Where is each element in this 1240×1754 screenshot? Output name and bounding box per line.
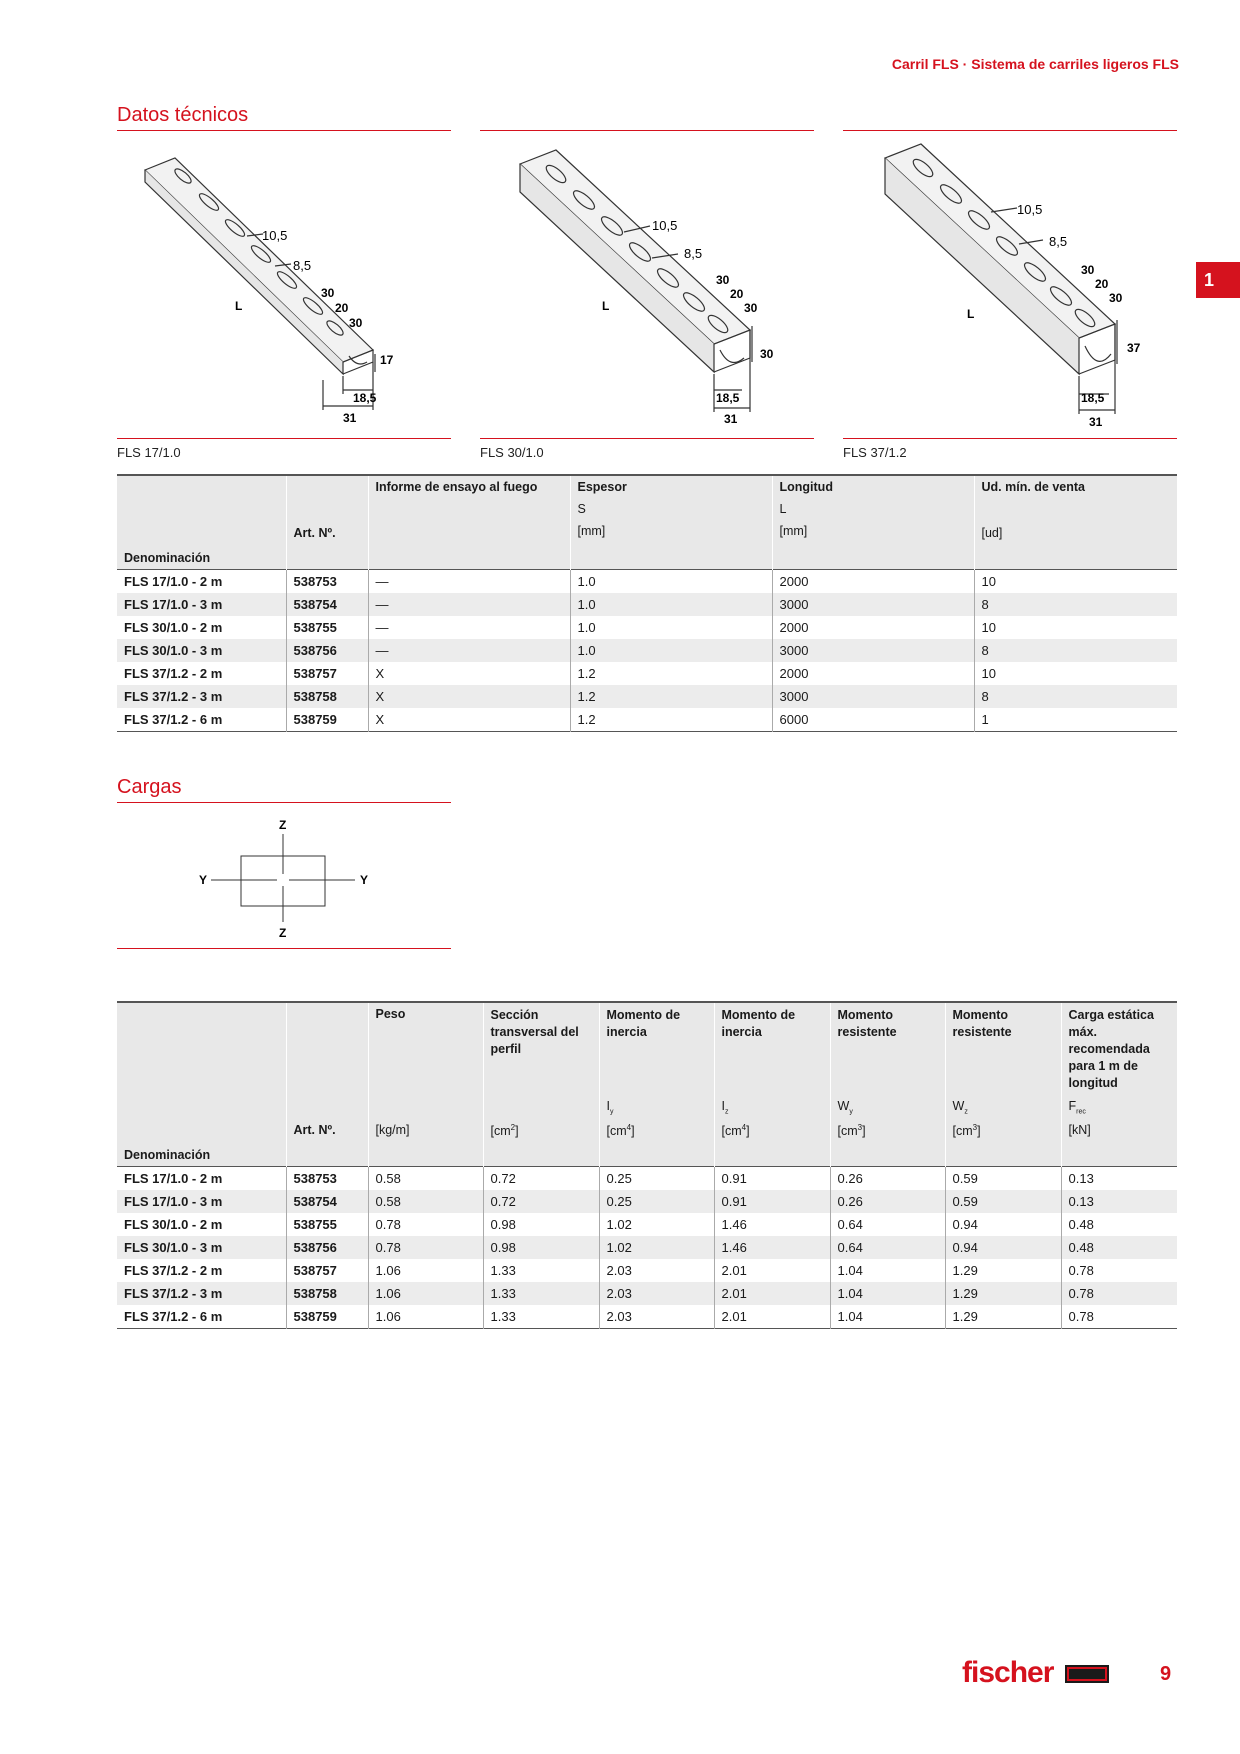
col-header: Sección transversal del perfil $[cm^2]$ — [483, 1002, 599, 1166]
axis-label-z: Z — [279, 926, 287, 940]
table-row: FLS 17/1.0 - 3 m 538754 0.58 0.72 0.25 0.91 0.26 0.59 0.13 — [117, 1190, 1177, 1213]
divider — [480, 438, 814, 439]
dim-hole-width: 10,5 — [262, 228, 288, 243]
dim-height: 37 — [1127, 341, 1141, 355]
table-row: FLS 17/1.0 - 3 m 538754 — 1.0 3000 8 — [117, 593, 1177, 616]
dim-width: 31 — [724, 412, 738, 426]
divider — [117, 438, 451, 439]
dim-width: 31 — [343, 411, 357, 425]
divider — [117, 130, 451, 131]
dim-height: 30 — [760, 347, 774, 361]
figure-caption: FLS 17/1.0 — [117, 445, 181, 460]
divider — [843, 130, 1177, 131]
running-header: Carril FLS · Sistema de carriles ligeros FLS — [891, 56, 1179, 72]
col-header: Informe de ensayo al fuego — [368, 475, 570, 569]
col-header: Momento de inercia $I_z$ $[cm^4]$ — [714, 1002, 830, 1166]
dim-inner: 18,5 — [716, 391, 740, 405]
dim-c: 30 — [349, 316, 363, 330]
chapter-tab[interactable]: 1 — [1196, 262, 1240, 298]
dim-length: L — [602, 299, 610, 313]
section-title-cargas: Cargas — [117, 776, 182, 798]
dim-inner: 18,5 — [353, 391, 377, 405]
axis-label-y: Y — [199, 873, 208, 887]
dim-hole-height: 8,5 — [293, 258, 312, 273]
col-header: Denominación — [117, 475, 286, 569]
dim-a: 30 — [1081, 263, 1095, 277]
col-header: Momento resistente $W_y$ $[cm^3]$ — [830, 1002, 945, 1166]
dim-length: L — [235, 299, 243, 313]
dim-b: 20 — [730, 287, 744, 301]
axes-diagram — [117, 812, 451, 946]
dim-c: 30 — [1109, 291, 1123, 305]
col-header: Denominación — [117, 1002, 286, 1166]
table-row: FLS 37/1.2 - 2 m 538757 1.06 1.33 2.03 2.01 1.04 1.29 0.78 — [117, 1259, 1177, 1282]
dim-hole-width: 10,5 — [1017, 202, 1043, 217]
col-header: Carga estática máx. recomendada para 1 m de longitud $F_{rec}$ [kN] — [1061, 1002, 1177, 1166]
figure-caption: FLS 37/1.2 — [843, 445, 907, 460]
col-header: Peso [kg/m] — [368, 1002, 483, 1166]
col-header: Art. Nº. — [286, 1002, 368, 1166]
dim-length: L — [967, 307, 975, 321]
table-row: FLS 37/1.2 - 2 m 538757 X 1.2 2000 10 — [117, 662, 1177, 685]
dim-b: 20 — [1095, 277, 1109, 291]
figure-caption: FLS 30/1.0 — [480, 445, 544, 460]
divider — [117, 802, 451, 803]
page-number: 9 — [1160, 1663, 1172, 1685]
dim-inner: 18,5 — [1081, 391, 1105, 405]
col-header: Ud. mín. de venta [ud] — [974, 475, 1177, 569]
table-row: FLS 37/1.2 - 6 m 538759 1.06 1.33 2.03 2.01 1.04 1.29 0.78 — [117, 1305, 1177, 1329]
table-row: FLS 37/1.2 - 3 m 538758 1.06 1.33 2.03 2.01 1.04 1.29 0.78 — [117, 1282, 1177, 1305]
table-row: FLS 37/1.2 - 3 m 538758 X 1.2 3000 8 — [117, 685, 1177, 708]
dim-width: 31 — [1089, 415, 1103, 429]
rail-drawing-fls17 — [117, 140, 451, 436]
logo-mark-icon — [1065, 1665, 1109, 1683]
technical-data-table — [117, 474, 1177, 732]
table-row: FLS 30/1.0 - 3 m 538756 0.78 0.98 1.02 1.46 0.64 0.94 0.48 — [117, 1236, 1177, 1259]
table-row: FLS 37/1.2 - 6 m 538759 X 1.2 6000 1 — [117, 708, 1177, 732]
rail-drawing-fls37 — [843, 140, 1177, 436]
col-header: Momento de inercia $I_y$ $[cm^4]$ — [599, 1002, 714, 1166]
dim-hole-width: 10,5 — [652, 218, 678, 233]
loads-table — [117, 1001, 1177, 1329]
divider — [480, 130, 814, 131]
dim-c: 30 — [744, 301, 758, 315]
section-title-datos: Datos técnicos — [117, 104, 249, 126]
dim-a: 30 — [716, 273, 730, 287]
col-header: Art. Nº. — [286, 475, 368, 569]
axis-label-z: Z — [279, 818, 287, 832]
col-header: Longitud L [mm] — [772, 475, 974, 569]
col-header: Espesor S [mm] — [570, 475, 772, 569]
col-header: Momento resistente $W_z$ $[cm^3]$ — [945, 1002, 1061, 1166]
table-row: FLS 17/1.0 - 2 m 538753 0.58 0.72 0.25 0.91 0.26 0.59 0.13 — [117, 1166, 1177, 1190]
table-row: FLS 17/1.0 - 2 m 538753 — 1.0 2000 10 — [117, 569, 1177, 593]
dim-b: 20 — [335, 301, 349, 315]
table-row: FLS 30/1.0 - 2 m 538755 0.78 0.98 1.02 1.46 0.64 0.94 0.48 — [117, 1213, 1177, 1236]
divider — [843, 438, 1177, 439]
dim-hole-height: 8,5 — [1049, 234, 1068, 249]
table-row: FLS 30/1.0 - 3 m 538756 — 1.0 3000 8 — [117, 639, 1177, 662]
dim-height: 17 — [380, 353, 394, 367]
dim-a: 30 — [321, 286, 335, 300]
axis-label-y: Y — [360, 873, 369, 887]
table-row: FLS 30/1.0 - 2 m 538755 — 1.0 2000 10 — [117, 616, 1177, 639]
rail-drawing-fls30 — [480, 140, 814, 436]
dim-hole-height: 8,5 — [684, 246, 703, 261]
divider — [117, 948, 451, 949]
fischer-logo: fischer — [962, 1656, 1109, 1690]
